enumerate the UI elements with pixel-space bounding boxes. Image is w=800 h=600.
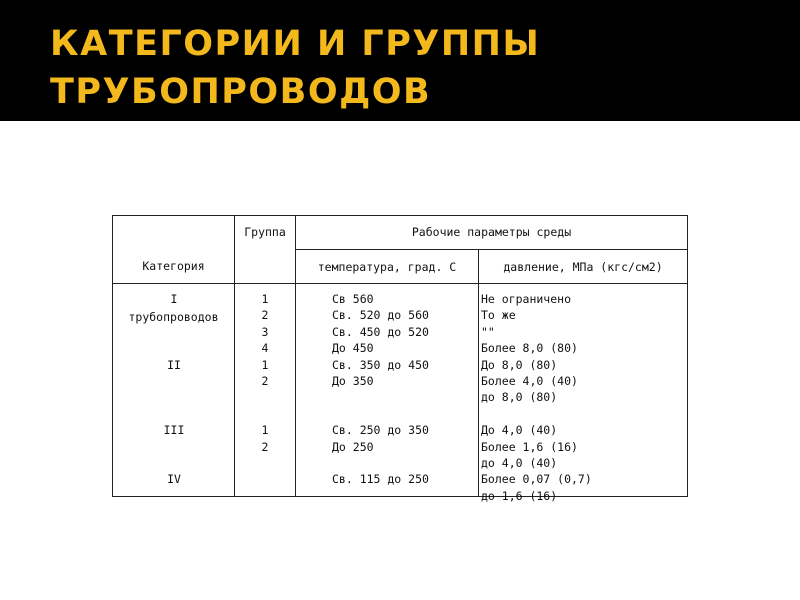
title-bar (0, 0, 800, 124)
table-cell (116, 488, 232, 504)
table-cell (237, 455, 293, 471)
table-cell: Более 1,6 (16) (481, 439, 578, 454)
pipeline-categories-table (112, 215, 688, 503)
table-cell: До 8,0 (80) (481, 357, 558, 372)
header-group: Группа (244, 225, 286, 239)
table-cell (332, 488, 476, 504)
table-cell: 1 (261, 292, 269, 306)
table-cell (116, 340, 232, 356)
table-cell: 1 (261, 357, 269, 372)
table-cell (116, 373, 232, 389)
table-cell: II (167, 357, 181, 372)
table-cell: До 450 (332, 341, 374, 356)
header-category-line-1: Категория (142, 259, 205, 273)
table-cell (332, 406, 476, 422)
table-divider-cat-group (234, 215, 235, 497)
pressure-column (481, 291, 685, 504)
table-cell: Св 560 (332, 292, 374, 306)
table-cell: То же (481, 308, 516, 323)
table-cell: 1 (261, 423, 269, 438)
table-cell: до 8,0 (80) (481, 390, 558, 405)
table-border-top (112, 215, 688, 216)
table-divider-group-params (295, 215, 296, 497)
table-cell: Св. 350 до 450 (332, 357, 429, 372)
table-cell: 3 (261, 324, 269, 339)
table-cell: III (163, 423, 185, 438)
table-cell: 2 (261, 439, 269, 454)
table-cell (332, 455, 476, 471)
header-pressure: давление, МПа (кгс/см2) (503, 260, 663, 274)
table-cell (237, 406, 293, 422)
table-cell (116, 439, 232, 455)
table-cell: 4 (261, 341, 269, 356)
slide-title-line-1: КАТЕГОРИИ И ГРУППЫ (50, 24, 541, 64)
table-cell: Св. 250 до 350 (332, 423, 429, 438)
header-category-line-2: трубопроводов (128, 310, 219, 324)
table-cell: До 250 (332, 439, 374, 454)
group-column (237, 291, 293, 504)
table-cell (481, 406, 685, 422)
header-temperature: температура, град. С (317, 260, 457, 274)
category-column (116, 291, 232, 504)
table-cell (116, 324, 232, 340)
temperature-column (332, 291, 476, 504)
table-divider-temp-pressure (478, 249, 479, 497)
table-cell: I (170, 292, 178, 306)
table-cell (237, 488, 293, 504)
table-border-right (687, 215, 688, 497)
title-divider (0, 121, 800, 124)
table-cell: IV (167, 472, 181, 487)
table-cell (116, 455, 232, 471)
table-cell (332, 389, 476, 405)
table-cell (237, 471, 293, 487)
table-cell: до 1,6 (16) (481, 488, 558, 503)
table-cell: Более 0,07 (0,7) (481, 472, 592, 487)
table-cell (116, 307, 232, 323)
slide-title-line-2: ТРУБОПРОВОДОВ (50, 72, 432, 112)
table-cell (116, 389, 232, 405)
table-cell: Св. 520 до 560 (332, 308, 429, 323)
table-cell: до 4,0 (40) (481, 455, 558, 470)
table-cell: "" (481, 324, 495, 339)
table-cell: Св. 450 до 520 (332, 324, 429, 339)
header-params: Рабочие параметры среды (411, 225, 572, 239)
table-cell: Не ограничено (481, 292, 572, 306)
table-cell: До 350 (332, 373, 374, 388)
table-cell (237, 389, 293, 405)
table-cell: Св. 115 до 250 (332, 472, 429, 487)
table-cell: Более 8,0 (80) (481, 341, 578, 356)
table-cell (116, 406, 232, 422)
table-cell: До 4,0 (40) (481, 423, 558, 438)
table-cell: Более 4,0 (40) (481, 373, 578, 388)
table-cell: 2 (261, 308, 269, 323)
table-divider-params-sub (295, 249, 688, 250)
table-cell: 2 (261, 373, 269, 388)
